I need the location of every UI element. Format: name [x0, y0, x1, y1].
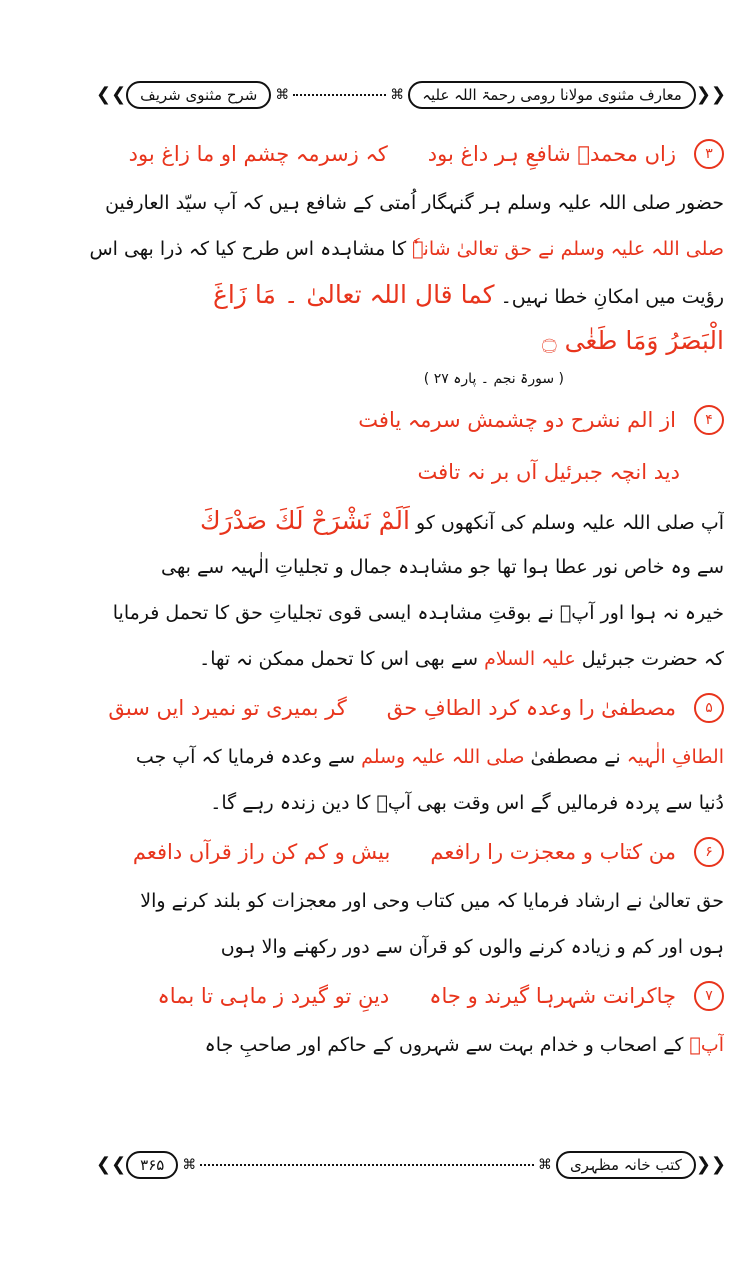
text-line: کہ حضرت جبرئیل علیہ السلام سے بھی اس کا تحمل ممکن نہ تھا۔: [199, 648, 724, 670]
text-line: [84, 318, 724, 364]
verse-left-half: دینِ تو گیرد ز ماہی تا بماہ: [157, 984, 390, 1008]
text-line: صلی اللہ علیہ وسلم نے حق تعالیٰ شانہٗ کا مشاہدہ اس طرح کیا کہ ذرا بھی اس: [89, 238, 724, 260]
text-line: رؤیت میں امکانِ خطا نہیں۔ کما قال اللہ تعالیٰ ۔ مَا زَاغَ: [213, 280, 724, 309]
footer-ornament: [182, 1158, 552, 1172]
verse-right-half: من کتاب و معجزت را رافعم: [430, 840, 676, 864]
verse-number: ۷: [694, 981, 724, 1011]
verse-7: [84, 970, 724, 1022]
honorific-text: صلی اللہ علیہ وسلم: [361, 746, 525, 768]
quran-quote: اَلَمْ نَشْرَحْ لَكَ صَدْرَكَ: [199, 506, 410, 535]
page-body: [84, 128, 724, 1068]
verse-right-half: زاں محمدؐ شافعِ ہر داغ بود: [427, 142, 676, 166]
right-ornament-icon: ❯❯: [695, 84, 726, 105]
header-right-caption: معارف مثنوی مولانا رومی رحمۃ اللہ علیہ: [408, 81, 696, 109]
text-line: حق تعالیٰ نے ارشاد فرمایا کہ میں کتاب وحی اور معجزات کو بلند کرنے والا: [140, 890, 724, 912]
verse-number: ۶: [694, 837, 724, 867]
verse-6: [84, 826, 724, 878]
left-ornament-icon: ❮❮: [96, 84, 127, 105]
verse-right-half: چاکرانت شہرہا گیرند و جاہ: [429, 984, 676, 1008]
verse-4-line-2: [84, 446, 724, 498]
verse-left-half: کہ زسرمہ چشم او ما زاغ بود: [128, 142, 388, 166]
knot-icon: ⌘: [275, 87, 290, 103]
header-left-caption: شرح مثنوی شریف: [126, 81, 271, 109]
text-line: آپ صلی اللہ علیہ وسلم کی آنکھوں کو اَلَمْ نَشْرَحْ لَكَ صَدْرَكَ: [199, 506, 724, 535]
text-line: الطافِ الٰہیہ نے مصطفیٰ صلی اللہ علیہ وسلم سے وعدہ فرمایا کہ آپ جب: [135, 746, 724, 768]
quran-quote: الْبَصَرُ وَمَا طَغٰی ۝: [542, 326, 724, 355]
verse-4-line-1: [84, 394, 724, 446]
right-ornament-icon: ❯❯: [695, 1154, 726, 1175]
page-header: [96, 78, 726, 112]
text-line: دُنیا سے پردہ فرمالیں گے اس وقت بھی آپؐ کا دین زندہ رہے گا۔: [210, 792, 724, 814]
verse-number: ۵: [694, 693, 724, 723]
verse-line: از الم نشرح دو چشمش سرمہ یافت: [358, 408, 676, 432]
page-number: ۳۶۵: [126, 1151, 178, 1179]
verse-left-half: بیش و کم کن راز قرآں دافعم: [132, 840, 391, 864]
honorific-text: صلی اللہ علیہ وسلم نے حق تعالیٰ شانہٗ: [412, 238, 724, 260]
quran-quote: کما قال اللہ تعالیٰ ۔ مَا زَاغَ: [213, 280, 495, 309]
verse-3: [84, 128, 724, 180]
verse-5: [84, 682, 724, 734]
header-ornament: [275, 88, 404, 102]
verse-left-half: گر بمیری تو نمیرد ایں سبق: [108, 696, 347, 720]
page-footer: [96, 1148, 726, 1182]
verse-number: ۴: [694, 405, 724, 435]
surah-reference: ( سورۃ نجم ۔ پارہ ۲۷ ): [423, 371, 564, 387]
text-line: سے وہ خاص نور عطا ہوا تھا جو مشاہدہ جمال و تجلیاتِ الٰہیہ سے بھی: [161, 556, 724, 578]
verse-line: دید انچہ جبرئیل آں بر نہ تافت: [417, 460, 680, 484]
left-ornament-icon: ❮❮: [96, 1154, 127, 1175]
publisher-logo: کتب خانہ مظہری: [556, 1151, 696, 1179]
knot-icon: ⌘: [182, 1157, 197, 1173]
text-line: حضور صلی اللہ علیہ وسلم ہر گنہگار اُمتی کے شافع ہیں کہ آپ سیّد العارفین: [105, 192, 724, 214]
honorific-text: علیہ السلام: [484, 648, 576, 670]
verse-number: ۳: [694, 139, 724, 169]
text-line: آپؐ کے اصحاب و خدام بہت سے شہروں کے حاکم اور صاحبِ جاہ: [204, 1034, 724, 1056]
knot-icon: ⌘: [390, 87, 405, 103]
verse-right-half: مصطفیٰ را وعدہ کرد الطافِ حق: [386, 696, 676, 720]
text-line: خیرہ نہ ہوا اور آپؐ نے بوقتِ مشاہدہ ایسی قوی تجلیاتِ حق کا تحمل فرمایا: [112, 602, 724, 624]
knot-icon: ⌘: [537, 1157, 552, 1173]
text-line: ہوں اور کم و زیادہ کرنے والوں کو قرآن سے دور رکھنے والا ہوں: [220, 936, 724, 958]
